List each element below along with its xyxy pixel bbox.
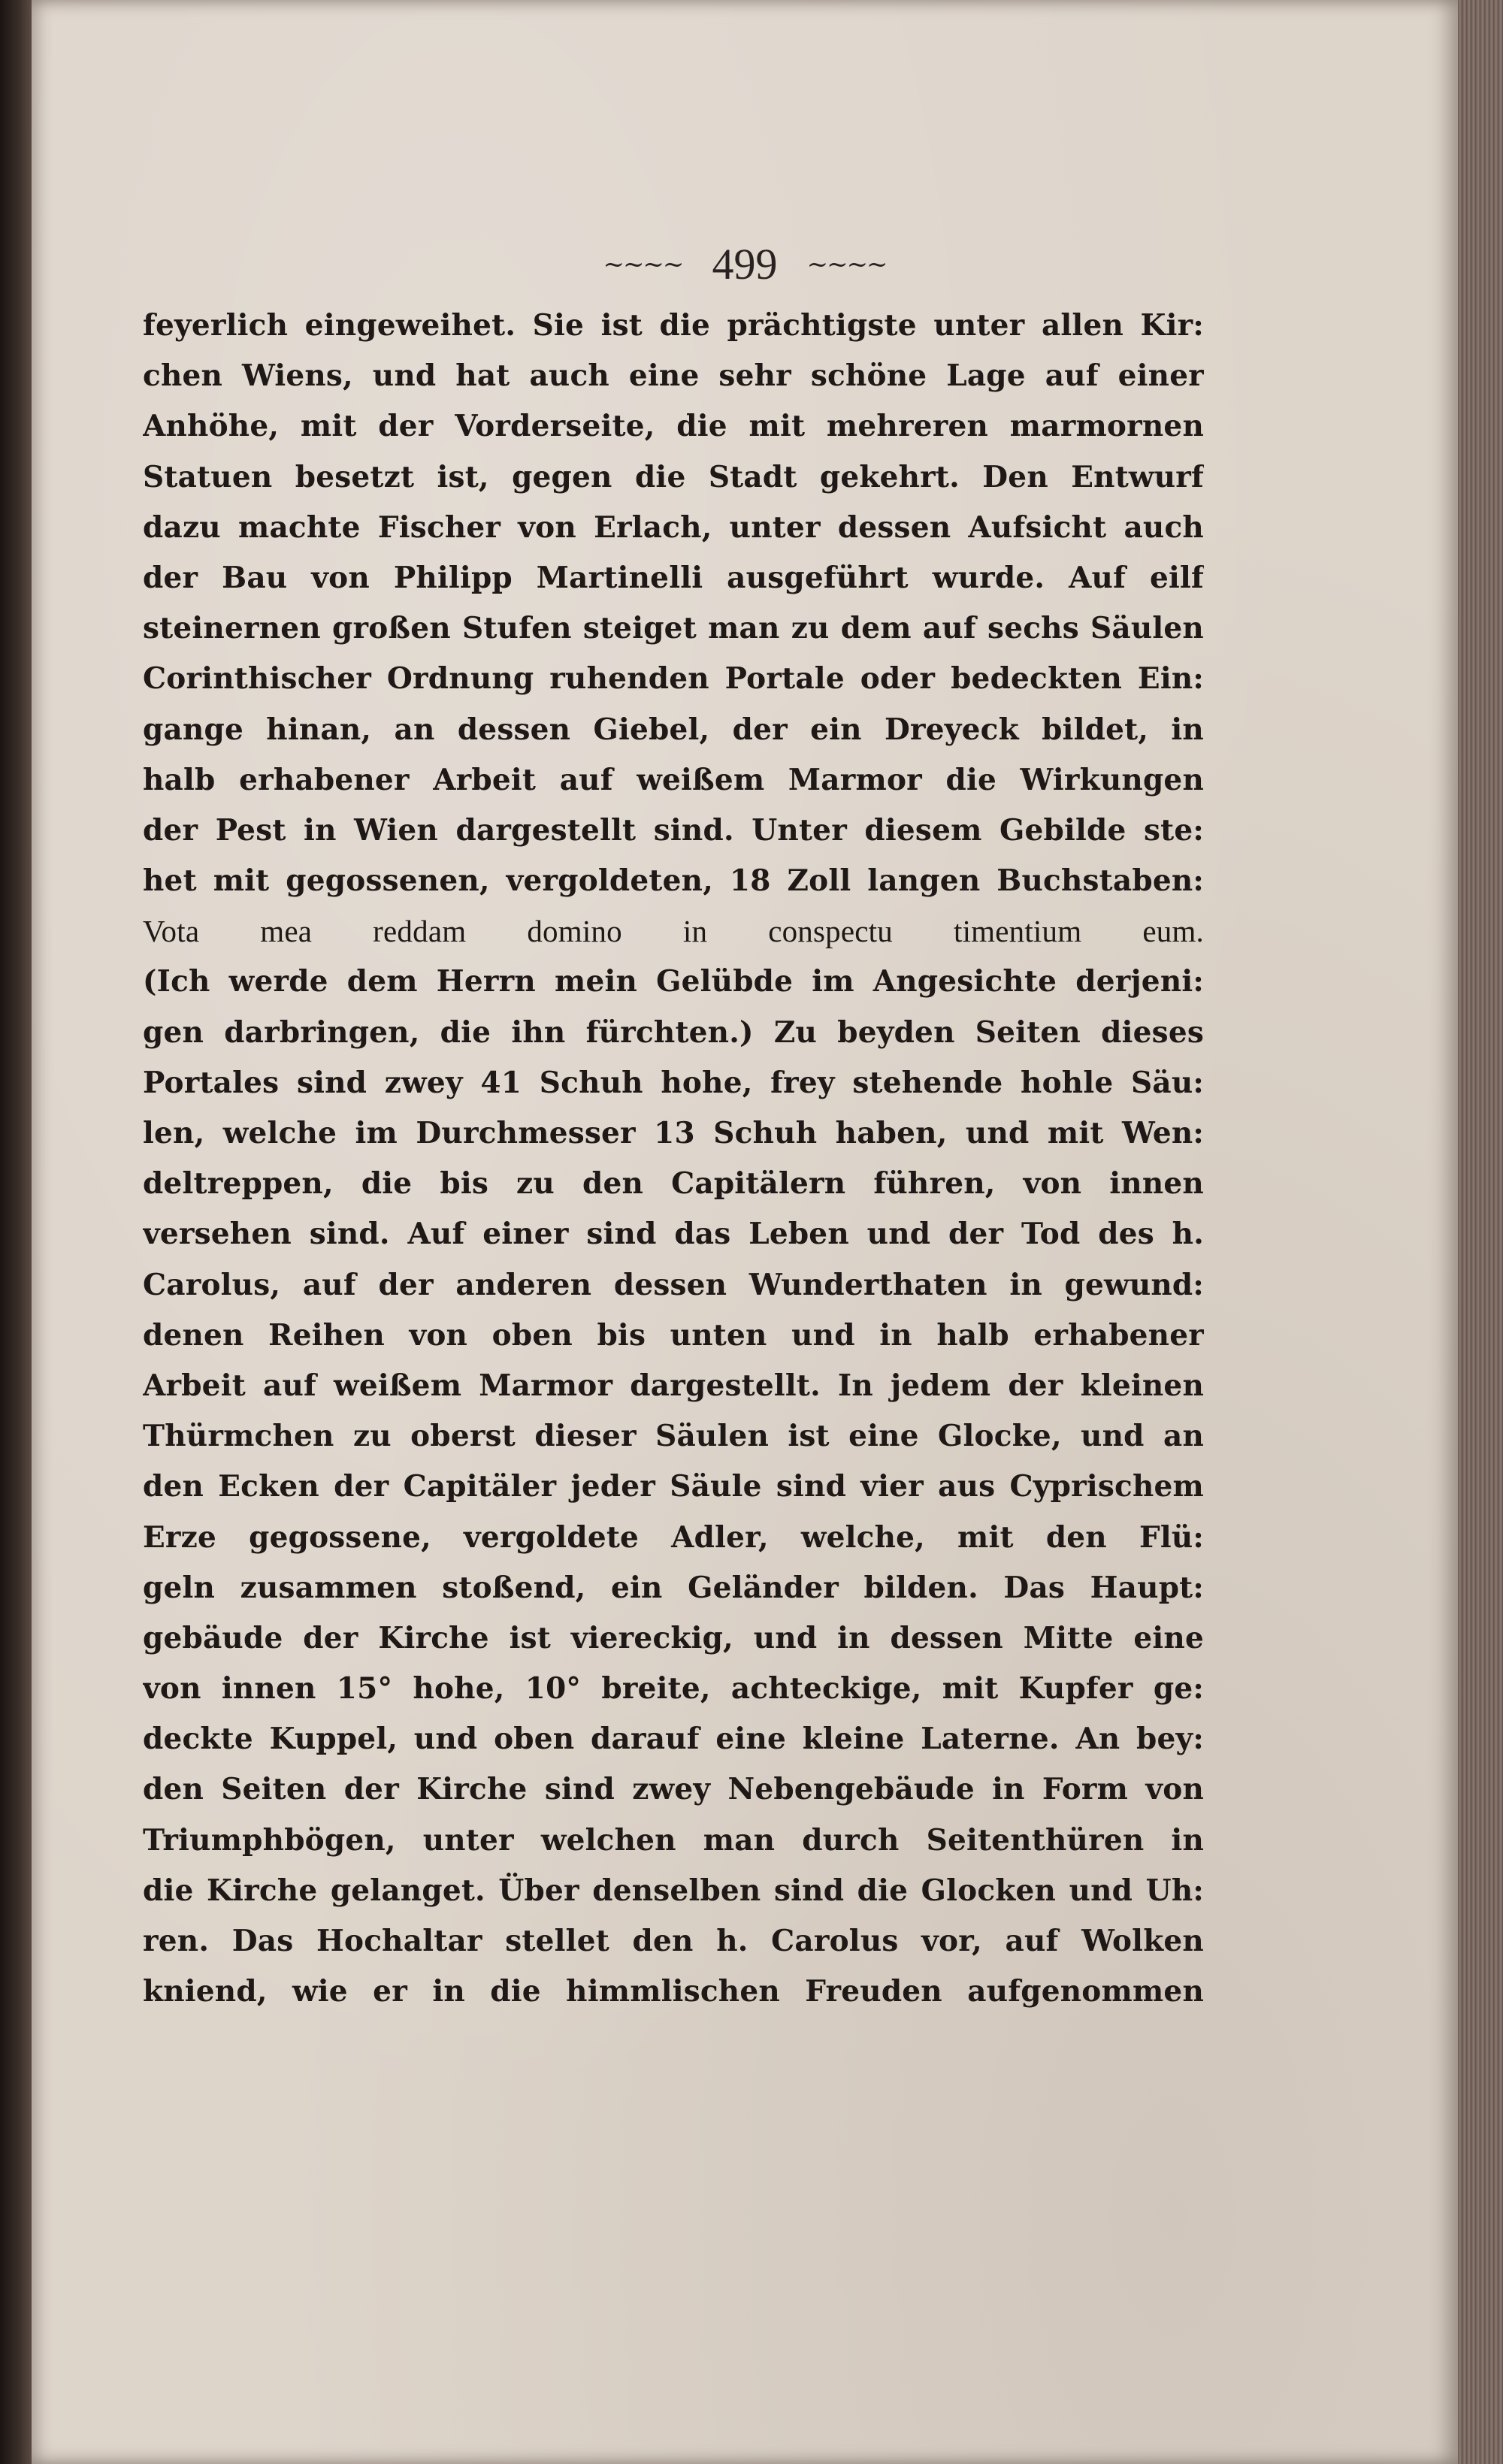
text-line: deckte Kuppel, und oben darauf eine kleine Laterne. An bey: <box>143 1722 1204 1757</box>
text-line: gebäude der Kirche ist viereckig, und in dessen Mitte eine <box>143 1620 1204 1655</box>
text-line: ren. Das Hochaltar stellet den h. Carolus vor, auf Wolken <box>143 1924 1204 1958</box>
ornament-right: ~~~~ <box>806 249 887 280</box>
text-line: geln zusammen stoßend, ein Geländer bilden. Das Haupt: <box>143 1570 1204 1605</box>
page-number: 499 <box>712 240 778 289</box>
ornament-left: ~~~~ <box>603 249 683 280</box>
text-line: der Bau von Philipp Martinelli ausgeführt wurde. Auf eilf <box>143 560 1204 595</box>
text-line: len, welche im Durchmesser 13 Schuh haben, und mit Wen: <box>143 1116 1204 1150</box>
book-page <box>32 0 1458 2464</box>
text-line: Portales sind zwey 41 Schuh hohe, frey stehende hohle Säu: <box>143 1065 1204 1100</box>
text-line: Carolus, auf der anderen dessen Wunderthaten in gewund: <box>143 1267 1204 1302</box>
text-line: Statuen besetzt ist, gegen die Stadt gekehrt. Den Entwurf <box>143 459 1204 494</box>
text-line: der Pest in Wien dargestellt sind. Unter diesem Gebilde ste: <box>143 812 1204 848</box>
text-line: von innen 15° hohe, 10° breite, achteckige, mit Kupfer ge: <box>143 1671 1204 1707</box>
text-line: den Ecken der Capitäler jeder Säule sind vier aus Cyprischem <box>143 1469 1204 1504</box>
text-line: steinernen großen Stufen steiget man zu dem auf sechs Säulen <box>143 611 1204 646</box>
text-line: deltreppen, die bis zu den Capitälern führen, von innen <box>143 1166 1204 1202</box>
page-body-text <box>143 301 1204 2017</box>
text-line: Erze gegossene, vergoldete Adler, welche, mit den Flü: <box>143 1519 1204 1555</box>
text-line: versehen sind. Auf einer sind das Leben und der Tod des h. <box>143 1217 1204 1252</box>
text-line: halb erhabener Arbeit auf weißem Marmor die Wirkungen <box>143 762 1204 797</box>
text-line: feyerlich eingeweihet. Sie ist die prächtigste unter allen Kir: <box>143 308 1204 343</box>
text-line: Triumphbögen, unter welchen man durch Seitenthüren in <box>143 1822 1204 1858</box>
latin-quote-line: Vota mea reddam domino in conspectu timentium eum. <box>143 914 1204 949</box>
page-header <box>32 239 1458 289</box>
text-line: het mit gegossenen, vergoldeten, 18 Zoll langen Buchstaben: <box>143 863 1204 899</box>
text-line: gange hinan, an dessen Giebel, der ein Dreyeck bildet, in <box>143 712 1204 747</box>
book-page-stack-right <box>1458 0 1503 2464</box>
text-line: Anhöhe, mit der Vorderseite, die mit mehreren marmornen <box>143 409 1204 444</box>
text-line: denen Reihen von oben bis unten und in halb erhabener <box>143 1317 1204 1353</box>
text-line: (Ich werde dem Herrn mein Gelübde im Angesichte derjeni: <box>143 964 1204 999</box>
book-binding-left <box>0 0 32 2464</box>
text-line: die Kirche gelanget. Über denselben sind die Glocken und Uh: <box>143 1873 1204 1908</box>
text-line: Arbeit auf weißem Marmor dargestellt. In jedem der kleinen <box>143 1368 1204 1403</box>
text-line: Thürmchen zu oberst dieser Säulen ist eine Glocke, und an <box>143 1419 1204 1454</box>
text-line: gen darbringen, die ihn fürchten.) Zu beyden Seiten dieses <box>143 1014 1204 1050</box>
text-line: kniend, wie er in die himmlischen Freuden aufgenommen <box>143 1974 1204 2009</box>
text-line: den Seiten der Kirche sind zwey Nebengebäude in Form von <box>143 1772 1204 1807</box>
text-line: dazu machte Fischer von Erlach, unter dessen Aufsicht auch <box>143 509 1204 545</box>
text-line: Corinthischer Ordnung ruhenden Portale oder bedeckten Ein: <box>143 661 1204 697</box>
text-line: chen Wiens, und hat auch eine sehr schöne Lage auf einer <box>143 358 1204 394</box>
